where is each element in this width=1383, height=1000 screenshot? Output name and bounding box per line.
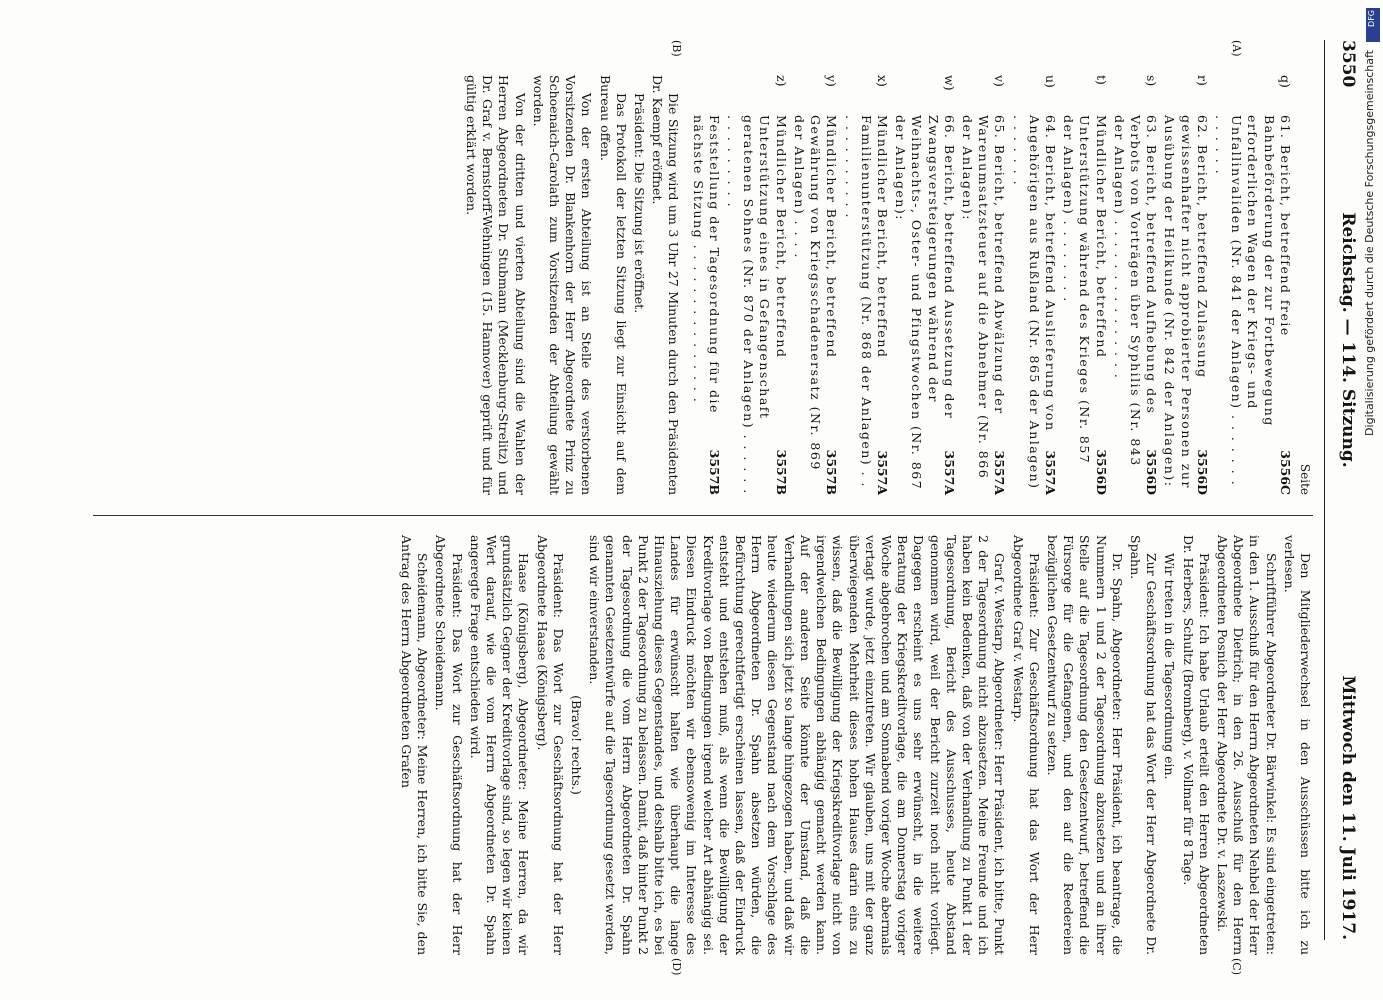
header-rule xyxy=(1324,40,1325,940)
page-number: 3550 xyxy=(1338,40,1358,88)
body-paragraph: Präsident: Ich habe Urlaub erteilt den Herren Abgeordneten Dr. Herbers, Schultz (Bromberg), v. Vollmar für 8 Tage. xyxy=(1180,535,1212,955)
agenda-item-text: Mündlicher Bericht, betreffend Unterstützung eines in Gefangenschaft geratenen Sohnes (Nr. 870 der Anlagen) . . . . . . . . . . . . . . . xyxy=(725,115,789,495)
agenda-item-text: 61. Bericht, betreffend freie Bahnbeförderung der zur Fortbewegung erforderlichen Wagen der Kriegs- und Unfallinvaliden (Nr. 841 der Anlagen) . . . . . . . . . . . . . xyxy=(1212,115,1293,487)
agenda-item-letter: v) xyxy=(992,75,1008,87)
agenda-item-letter: r) xyxy=(1194,75,1210,86)
body-paragraph: Dr. Spahn, Abgeordneter: Herr Präsident, ich beantrage, die Nummern 1 und 2 der Tagesordnung abzusetzen und an ihrer Stelle auf die Tagesordnung den Gesetzentwurf, betreffend die Fürsorge für die Gefangenen, und den auf die Reedereien bezüglichen Gesetzentwurf zu setzen. xyxy=(1044,535,1125,955)
agenda-item-letter: z) xyxy=(773,75,789,87)
agenda-item xyxy=(724,75,789,495)
right-column xyxy=(396,535,1313,955)
body-paragraph: Präsident: Das Wort zur Geschäftsordnung hat der Herr Abgeordnete Scheidemann. xyxy=(433,535,465,955)
body-paragraph: Schriftführer Abgeordneter Dr. Bärwinkel: Es sind eingetreten: in den 1. Ausschuß für den Herrn Abgeordneten Nehbel der Herr Abgeordnete Dietrich; in den 26. Ausschuß für den Herrn Abgeordneten Posnich der Herr Abgeordnete Dr. v. Laszewski. xyxy=(1214,535,1279,955)
agenda-item-letter: s) xyxy=(1144,75,1160,87)
agenda-item-page: 3557B xyxy=(773,449,789,495)
agenda-item-text: 66. Bericht, betreffend Aussetzung der Zwangsversteigerungen während der Weihnachts-, Oster- und Pfingstwochen (Nr. 867 der Anlagen): xyxy=(893,115,957,491)
agenda-item-page: 3557B xyxy=(706,449,722,495)
body-paragraph: Präsident: Die Sitzung ist eröffnet. xyxy=(632,93,648,314)
body-paragraph: Von der ersten Abteilung ist an Stelle des verstorbenen Vorsitzenden Dr. Blankenhorn der Herr Abgeordnete Prinz zu Schoenaich-Carolath zum Vorsitzenden der Abteilung gewählt worden. xyxy=(530,75,595,495)
margin-mark-b: (B) xyxy=(670,40,683,57)
left-column xyxy=(461,75,1313,495)
agenda-item-page: 3556C xyxy=(1277,450,1293,495)
agenda-item-page: 3556D xyxy=(1144,449,1160,495)
agenda-item-page: 3557A xyxy=(874,450,890,495)
digitization-note: Digitalisierung gefördert durch die Deutsche Forschungsgemeinschaft xyxy=(1363,50,1376,436)
agenda-item-text: 62. Bericht, betreffend Zulassung gewissenhafter nicht approbierter Personen zur Ausübung der Heilkunde (Nr. 842 der Anlagen): xyxy=(1162,115,1210,489)
agenda-item-letter: q) xyxy=(1277,75,1293,88)
running-header xyxy=(1323,40,1363,940)
agenda-item-letter: w) xyxy=(941,75,957,91)
agenda-item xyxy=(1111,75,1160,495)
agenda-item-text: 63. Bericht, betreffend Aufhebung des Verbots von Vorträgen über Syphilis (Nr. 843 der Anlagen) . . . . . . . . . . . . . . . xyxy=(1111,115,1160,467)
seite-label: Seite xyxy=(1298,463,1312,495)
header-right-title: Mittwoch den 11. Juli 1917. xyxy=(1338,675,1358,940)
body-paragraph: (Bravo! rechts.) xyxy=(569,695,585,795)
dfg-logo: DFG xyxy=(1366,8,1380,42)
margin-mark-c: (C) xyxy=(1230,958,1243,975)
agenda-item-page: 3557B xyxy=(824,449,840,495)
left-body xyxy=(463,75,682,495)
agenda-item-text: 64. Bericht, betreffend Auslieferung von Angehörigen aus Rußland (Nr. 865 der Anlagen) . . . . . . . xyxy=(1010,115,1058,490)
body-paragraph: Zur Geschäftsordnung hat das Wort der Herr Abgeordnete Dr. Spahn. xyxy=(1127,535,1160,955)
right-body xyxy=(398,535,1313,955)
agenda-item xyxy=(1161,75,1210,495)
agenda-item xyxy=(892,75,957,495)
agenda-item-page: 3557A xyxy=(941,450,957,495)
body-paragraph: Von der dritten und vierten Abteilung sind die Wahlen der Herren Abgeordneten Dr. Stubmann (Mecklenburg-Strelitz) und Dr. Graf v. Bernstorff-Wehningen (15. Hannover) geprüft und für gültig erklärt worden. xyxy=(464,75,528,495)
agenda-item-text: Mündlicher Bericht, betreffend Gewährung von Kriegsschadenersatz (Nr. 869 der Anlagen) . . . . xyxy=(791,115,840,471)
agenda-item xyxy=(841,75,890,495)
body-paragraph: Das Protokoll der letzten Sitzung liegt zur Einsicht auf dem Bureau offen. xyxy=(597,75,629,495)
agenda-item xyxy=(959,75,1008,495)
agenda-list xyxy=(689,75,1292,495)
header-left-title: Reichstag. — 114. Sitzung. xyxy=(1338,212,1358,468)
body-paragraph: Haase (Königsberg), Abgeordneter: Meine Herren, da wir grundsätzlich Gegner der Kreditvorlage sind, so legen wir keinen Wert darauf, wie die vom Herrn Abgeordneten Dr. Spahn angeregte Frage entschieden wird. xyxy=(467,535,532,955)
agenda-item-text: Mündlicher Bericht, betreffend Familienunterstützung (Nr. 868 der Anlagen) . . . . . . . . . . . . xyxy=(842,115,890,489)
body-paragraph: Scheidemann, Abgeordneter: Meine Herren, ich bitte Sie, den Antrag des Herrn Abgeordneten Grafen xyxy=(399,535,431,955)
agenda-item-page: 3556D xyxy=(1194,449,1210,495)
body-paragraph: Wir treten in die Tagesordnung ein. xyxy=(1162,553,1178,780)
agenda-item-letter: x) xyxy=(874,75,890,87)
margin-mark-a: (A) xyxy=(1230,40,1243,57)
agenda-item-text: Feststellung der Tagesordnung für die nächste Sitzung . . . . . . . . . . . . . . . xyxy=(690,115,722,414)
agenda-item-page: 3557A xyxy=(1042,450,1058,495)
column-divider xyxy=(93,515,1313,516)
body-paragraph: Graf v. Westarp, Abgeordneter: Herr Präsident, ich bitte, Punkt 2 der Tagesordnung nicht abzusetzen. Meine Freunde und ich haben kein Bedenken, daß von der Verhandlung zu Punkt 1 der Tagesordnung, Bericht des Ausschusses, heute Abstand genommen wird, weil der Bericht zurzeit noch nicht vorliegt. Dagegen erscheint es uns sehr erwünscht, in die weitere Beratung der Kriegskreditvorlage, die am Donnerstag voriger Woche abgebrochen und am Sonnabend voriger Woche abermals vertagt wurde, jetzt einzutreten. Wir glauben, uns mit der ganz überwiegenden Mehrheit dieses hohen Hauses darin eins zu wissen, daß die Bewilligung der Kriegskreditvorlage nicht von irgendwelchen Bedingungen abhängig gemacht werden kann. Auf der anderen Seite könnte der Umstand, daß die Verhandlungen sich jetzt so lange hingezogen haben, und daß wir heute wiederum diesen Gegenstand nach dem Vorschlage des Herrn Abgeordneten Dr. Spahn absetzen würden, die Befürchtung gerechtfertigt erscheinen lassen, daß der Eindruck entsteht und entstehen muß, als wenn die Bewilligung der Kreditvorlage von Bedingungen irgend welcher Art abhängig sei. Diesen Eindruck möchten wir ebensowenig im Interesse des Landes für erwünscht halten wie überhaupt die lange Hinausziehung dieses Gegenstandes, und deshalb bitte ich, es bei Punkt 2 der Tagesordnung zu belassen. Damit, daß hinter Punkt 2 der Tagesordnung die vom Herrn Abgeordneten Dr. Spahn genannten Gesetzentwürfe auf die Tagesordnung gesetzt werden, sind wir einverstanden. xyxy=(587,535,1008,955)
body-paragraph: Die Sitzung wird um 3 Uhr 27 Minuten durch den Präsidenten Dr. Kaempf eröffnet. xyxy=(650,75,682,495)
agenda-item xyxy=(1060,75,1109,495)
agenda-item xyxy=(1212,75,1293,495)
agenda-item xyxy=(1009,75,1058,495)
agenda-item-text: Mündlicher Bericht, betreffend Unterstützung während des Krieges (Nr. 857 der Anlagen) . . . . . . . . xyxy=(1061,115,1109,465)
agenda-item-page: 3557A xyxy=(992,450,1008,495)
agenda-item xyxy=(791,75,840,495)
margin-mark-d: (D) xyxy=(670,958,683,976)
agenda-item-letter: u) xyxy=(1042,75,1058,88)
body-paragraph: Präsident: Zur Geschäftsordnung hat das Wort der Herr Abgeordnete Graf v. Westarp. xyxy=(1010,535,1042,955)
body-paragraph: Präsident: Das Wort zur Geschäftsordnung hat der Herr Abgeordnete Haase (Königsberg). xyxy=(534,535,566,955)
agenda-item-text: 65. Bericht, betreffend Abwälzung der Warenumsatzsteuer auf die Abnehmer (Nr. 866 der Anlagen): xyxy=(959,115,1008,480)
agenda-item-letter: y) xyxy=(824,75,840,87)
body-paragraph: Den Mitgliederwechsel in den Ausschüssen bitte ich zu verlesen. xyxy=(1281,535,1313,955)
agenda-item-letter: t) xyxy=(1093,75,1109,85)
agenda-item-page: 3556D xyxy=(1093,449,1109,495)
agenda-item xyxy=(689,75,721,495)
